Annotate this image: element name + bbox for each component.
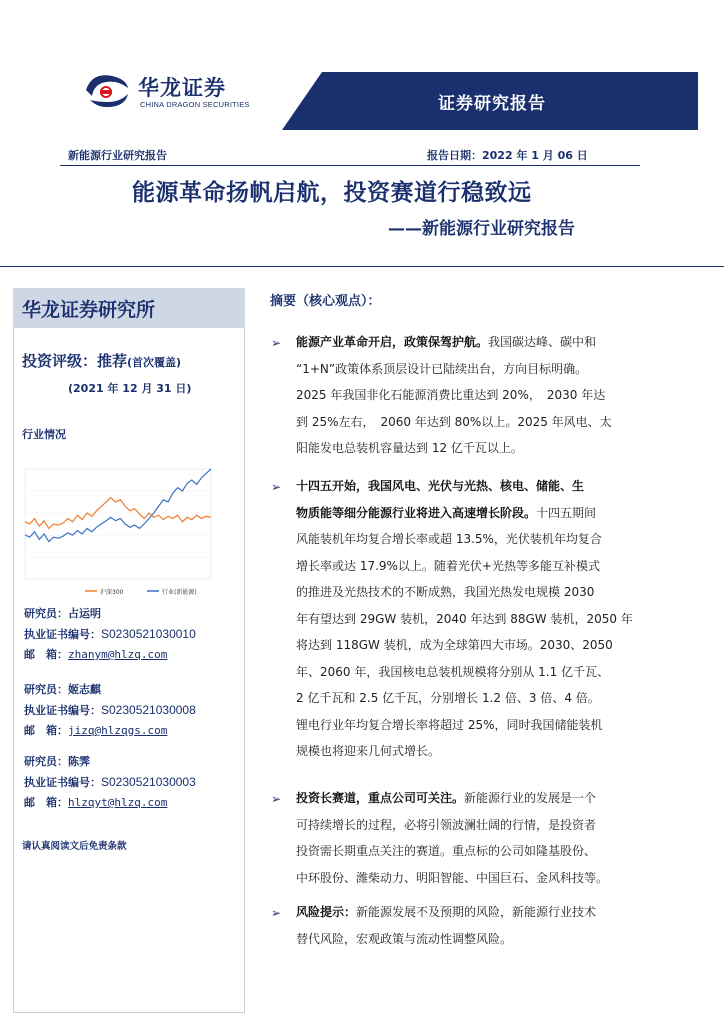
bullet-lead: 能源产业革命开启，政策保驾护航。	[296, 335, 489, 349]
company-name: 华龙证券	[138, 76, 226, 100]
cert-label: 执业证书编号：	[24, 628, 101, 641]
bullet-line: 投资需长期重点关注的赛道。重点标的公司如隆基股份、	[296, 844, 597, 858]
bullet-line: 锂电行业年均复合增长率将超过 25%，同时我国储能装机	[296, 717, 603, 732]
company-logo	[82, 70, 282, 120]
institute-name: 华龙证券研究所	[22, 299, 156, 321]
bullet-arrow-icon: ➢	[271, 906, 282, 920]
bullet-line: 中环股份、潍柴动力、明阳智能、中国巨石、金风科技等。	[296, 870, 609, 885]
bullet-line: 到 25%左右， 2060 年达到 80%以上。2025 年风电、太	[296, 414, 612, 429]
disclaimer-note: 请认真阅读文后免责条款	[22, 841, 127, 852]
bullet-line: 阳能发电总装机容量达到 12 亿千瓦以上。	[296, 441, 523, 455]
page-subtitle: ——新能源行业研究报告	[388, 219, 575, 239]
analyst-name: 研究员：占运明	[24, 607, 101, 620]
title-divider	[0, 266, 724, 267]
cert-label: 执业证书编号：	[24, 704, 101, 717]
bullet-line: 风能装机年均复合增长率或超 13.5%，光伏装机年均复合	[296, 532, 602, 546]
page-title: 能源革命扬帆启航，投资赛道行稳致远	[132, 180, 532, 206]
mail-label: 邮 箱：	[24, 796, 68, 809]
rating-date: (2021 年 12 月 31 日)	[68, 382, 192, 395]
bullet-line: 2025 年我国非化石能源消费比重达到 20%， 2030 年达	[296, 388, 606, 402]
bullet-arrow-icon: ➢	[271, 336, 282, 350]
bullet-line: 年、2060 年，我国核电总装机规模将分别从 1.1 亿千瓦、	[296, 664, 610, 679]
bullet-line: 规模也将迎来几何式增长。	[296, 744, 441, 758]
bullet-line: 将达到 118GW 装机，成为全球第四大市场。2030、2050	[296, 638, 613, 652]
bullet-line: 增长率或达 17.9%以上。随着光伏+光热等多能互补模式	[296, 558, 600, 573]
bullet-line: 新能源发展不及预期的风险，新能源行业技术	[356, 905, 597, 919]
bullet-line: “1+N”政策体系顶层设计已陆续出台，方向目标明确。	[296, 361, 588, 376]
industry-chart	[15, 461, 239, 599]
bullet-lead: 风险提示：	[296, 905, 357, 919]
analyst-block	[24, 680, 196, 741]
analyst-block	[24, 752, 196, 813]
bullet-line: 十四五期间	[536, 505, 597, 520]
mail-label: 邮 箱：	[24, 648, 68, 661]
cert-number: S0230521030010	[101, 627, 196, 641]
rating-note: (首次覆盖)	[127, 356, 182, 369]
banner-label: 证券研究报告	[438, 94, 546, 114]
bullet-lead: 投资长赛道，重点公司可关注。	[296, 791, 465, 805]
bullet-lead: 十四五开始，我国风电、光伏与光热、核电、储能、生	[296, 479, 585, 493]
bullet-line: 的推进及光热技术的不断成熟，我国光热发电规模 2030	[296, 585, 595, 599]
chart-legend-label: 行业(新能源)	[162, 589, 197, 596]
cert-number: S0230521030008	[101, 703, 196, 717]
bullet-arrow-icon: ➢	[271, 792, 282, 806]
bullet-line: 我国碳达峰、碳中和	[488, 335, 597, 349]
bullet-lead: 物质能等细分能源行业将进入高速增长阶段。	[296, 505, 537, 520]
rating-label: 投资评级：推荐	[22, 352, 128, 370]
email-link[interactable]: zhanym@hlzq.com	[68, 648, 168, 661]
cert-label: 执业证书编号：	[24, 776, 101, 789]
chart-legend-label: 沪深300	[100, 589, 124, 596]
report-type: 新能源行业研究报告	[68, 149, 167, 162]
header-divider	[60, 165, 640, 166]
cert-number: S0230521030003	[101, 775, 196, 789]
bullet-line: 2 亿千瓦和 2.5 亿千瓦，分别增长 1.2 倍、3 倍、4 倍。	[296, 691, 600, 705]
analyst-name: 研究员：姬志麒	[24, 683, 101, 696]
analyst-block	[24, 604, 196, 665]
bullet-line: 新能源行业的发展是一个	[464, 791, 597, 805]
email-link[interactable]: hlzqyt@hlzq.com	[68, 796, 168, 809]
investment-rating	[22, 350, 181, 371]
analyst-name: 研究员：陈霁	[24, 755, 90, 768]
industry-label: 行业情况	[22, 428, 66, 441]
dragon-logo-icon	[82, 70, 132, 112]
abstract-title: 摘要（核心观点）：	[270, 294, 381, 309]
bullet-line: 年有望达到 29GW 装机，2040 年达到 88GW 装机，2050 年	[296, 611, 633, 626]
bullet-line: 替代风险，宏观政策与流动性调整风险。	[296, 931, 513, 946]
company-english-name: CHINA DRAGON SECURITIES	[140, 100, 250, 109]
mail-label: 邮 箱：	[24, 724, 68, 737]
bullet-line: 可持续增长的过程，必将引领波澜壮阔的行情，是投资者	[296, 817, 597, 832]
report-date: 报告日期：2022 年 1 月 06 日	[427, 149, 588, 162]
bullet-arrow-icon: ➢	[271, 480, 282, 494]
email-link[interactable]: jizq@hlzqgs.com	[68, 724, 168, 737]
